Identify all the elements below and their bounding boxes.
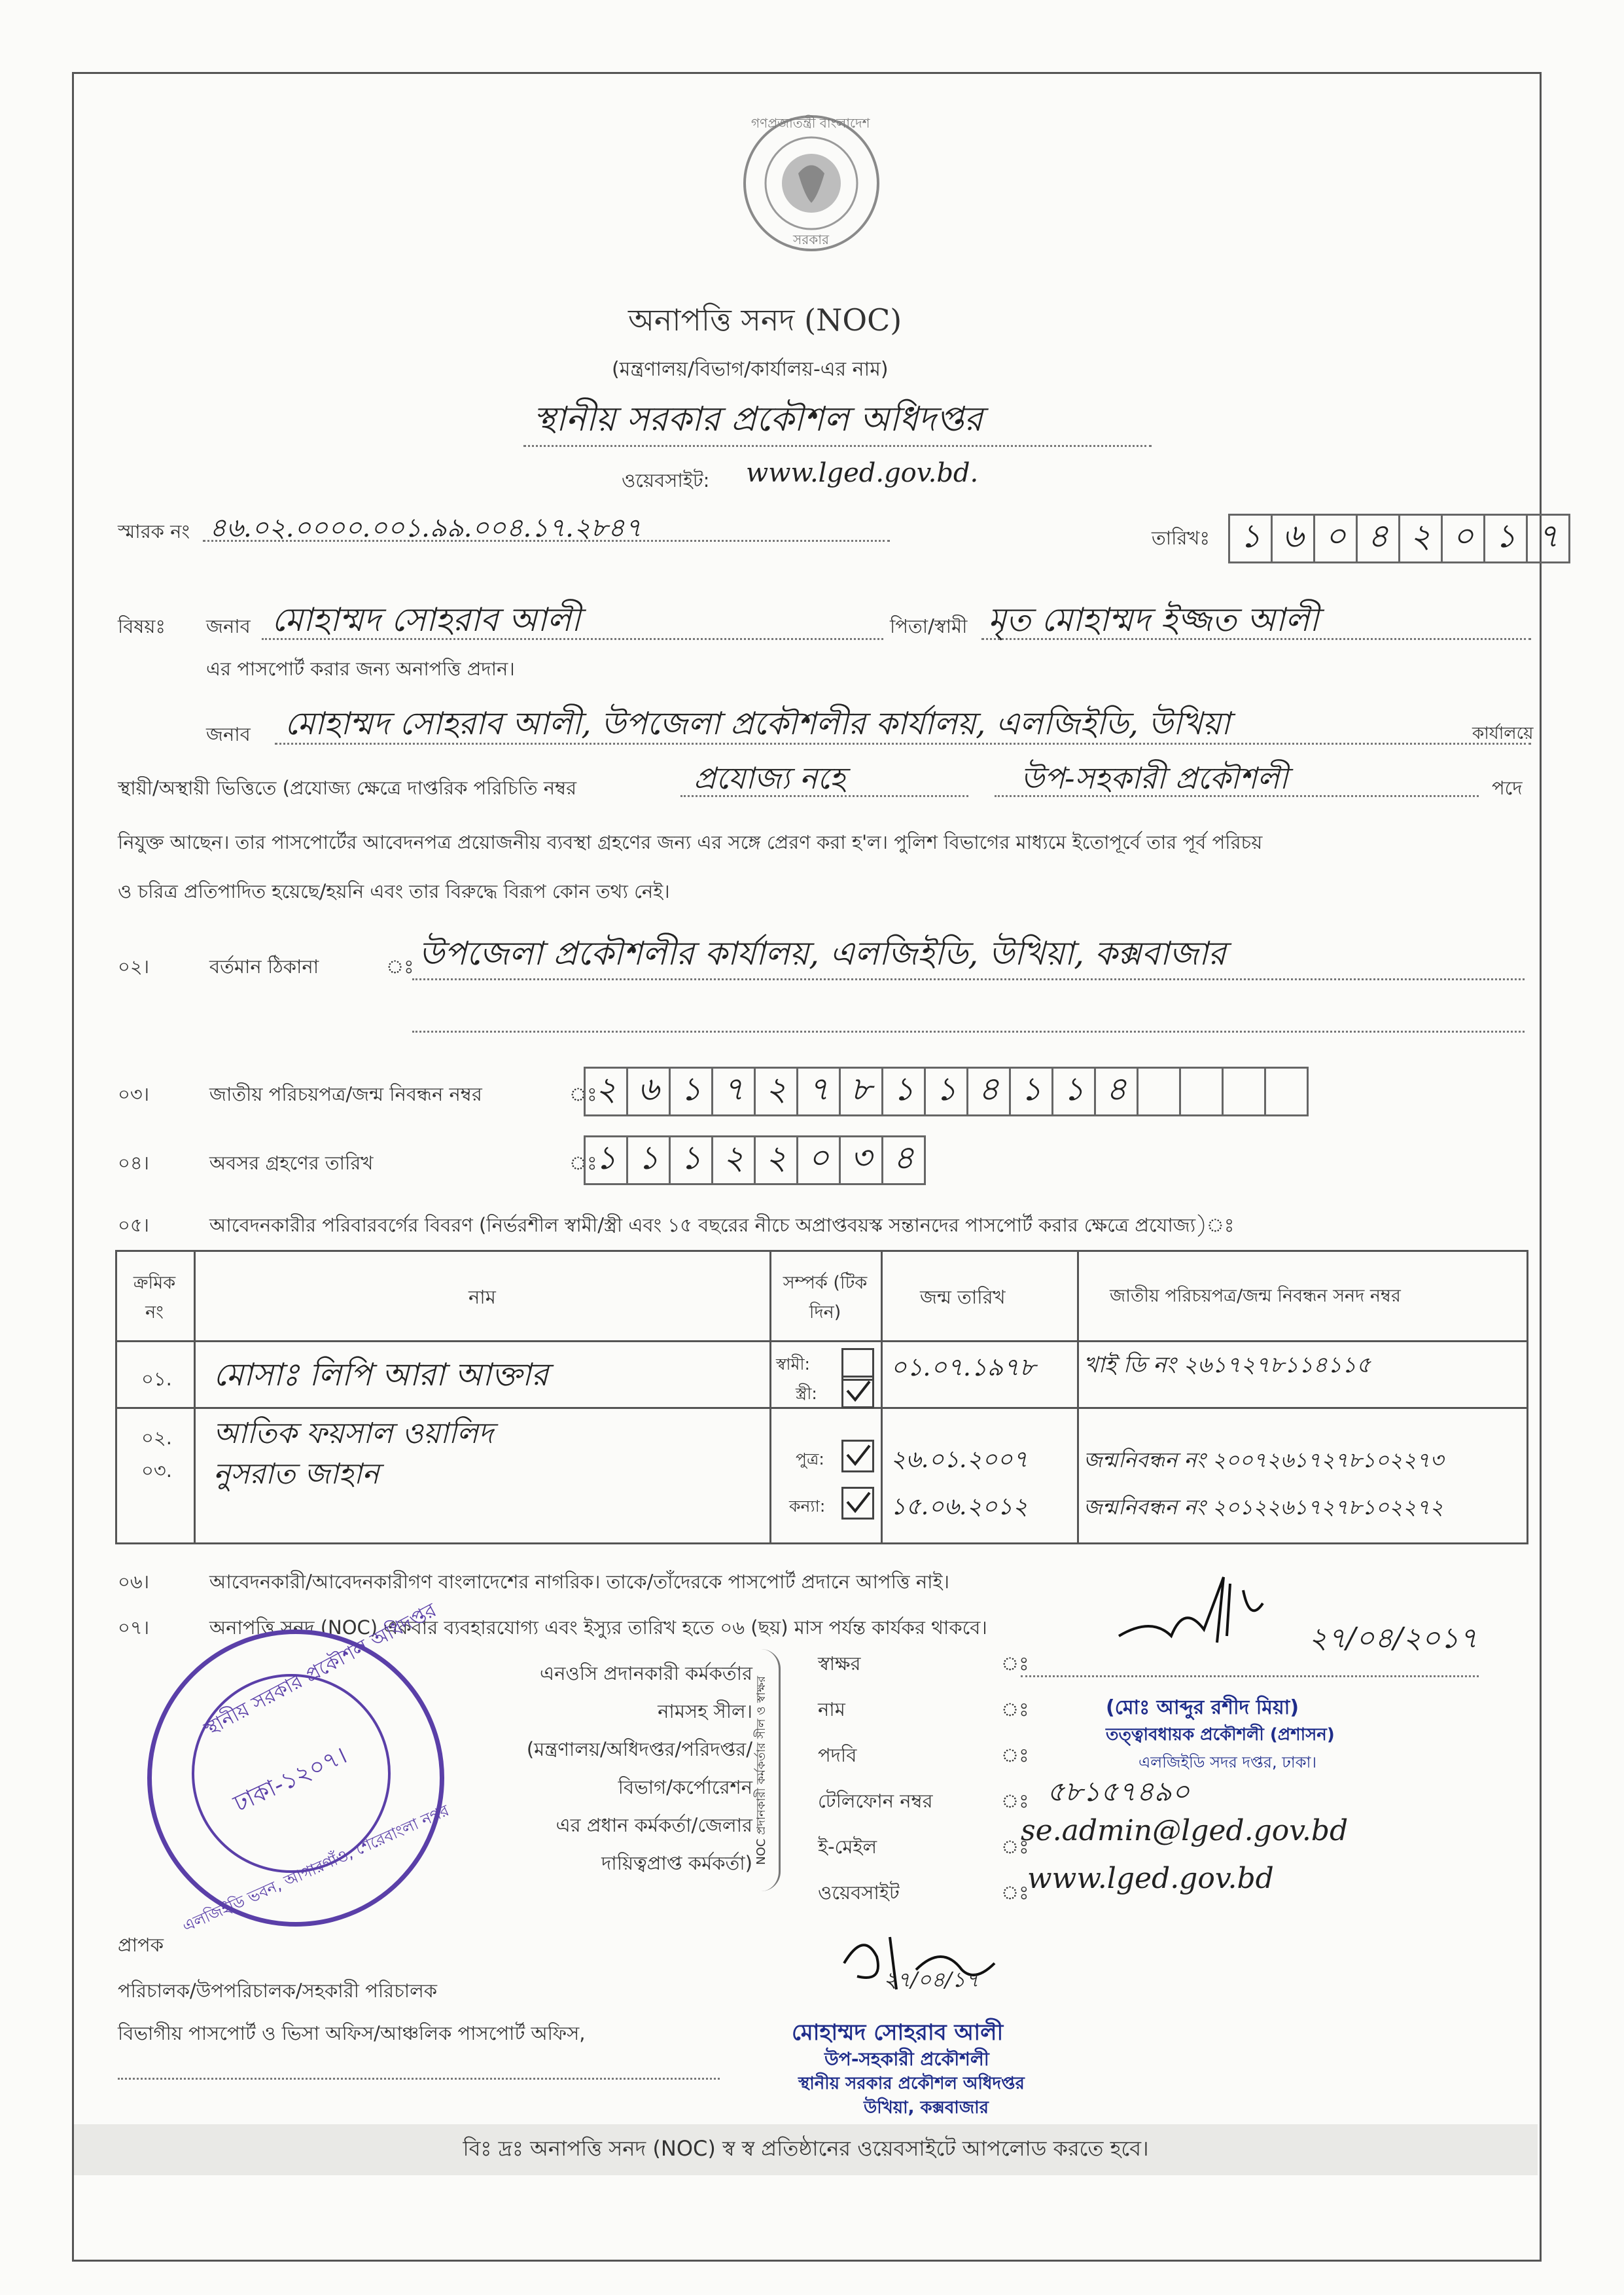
- row2-rel2: কন্যা:: [789, 1497, 826, 1516]
- father-label: পিতা/স্বামী: [890, 615, 968, 637]
- retire-boxes: [586, 1135, 926, 1185]
- recipient-title: প্রাপক: [118, 1934, 164, 1956]
- document-subtitle: (মন্ত্রণালয়/বিভাগ/কার্যালয়-এর নাম): [612, 358, 889, 381]
- subject-name: মোহাম্মদ সোহরাব আলী: [272, 601, 581, 639]
- field-dots: [1021, 1675, 1479, 1677]
- nid-digit: ৭: [796, 1067, 841, 1116]
- address-dots-1: [412, 978, 1525, 980]
- field-colon: ঃ: [1001, 1698, 1029, 1720]
- header-nid: জাতীয় পরিচয়পত্র/জন্ম নিবন্ধন সনদ নম্বর: [1110, 1286, 1401, 1306]
- header-dob: জন্ম তারিখ: [920, 1286, 1006, 1308]
- nid-digit: [1137, 1067, 1181, 1116]
- field-label: নাম: [818, 1698, 845, 1720]
- nid-digit: [1222, 1067, 1266, 1116]
- father-dots: [981, 638, 1531, 640]
- body-mr-label: জনাব: [206, 723, 251, 745]
- family-table: [115, 1250, 1528, 1544]
- nid-digit: ১: [669, 1067, 713, 1116]
- issuer-line: বিভাগ/কর্পোরেশন: [618, 1776, 752, 1798]
- nid-digit: [1179, 1067, 1224, 1116]
- nid-digit: ২: [584, 1067, 628, 1116]
- retire-digit: ২: [711, 1135, 756, 1185]
- item-02-number: ০২।: [118, 955, 150, 978]
- issuer-vertical-note: NOC প্রদানকারী কর্মকর্তার সীল ও স্বাক্ষর: [754, 1676, 768, 1865]
- checkmark-icon: [843, 1442, 872, 1470]
- office-suffix: কার্যালয়ে: [1472, 724, 1534, 743]
- issuer-website-value: www.lged.gov.bd: [1027, 1862, 1274, 1895]
- date-digit: ৭: [1526, 514, 1570, 563]
- address-value: উপজেলা প্রকৌশলীর কার্যালয়, এলজিইডি, উখিয়া, কক্সবাজার: [419, 934, 1226, 972]
- official-id-value: প্রযোজ্য নহে: [694, 760, 845, 796]
- designation-value: উপ-সহকারী প্রকৌশলী: [1021, 760, 1288, 796]
- daughter-checkbox: [841, 1487, 874, 1520]
- address-colon: ঃ: [386, 955, 414, 978]
- issuer-line: এর প্রধান কর্মকর্তা/জেলার: [556, 1814, 752, 1836]
- issuer-line: এনওসি প্রদানকারী কর্মকর্তার: [540, 1662, 752, 1684]
- row2-name: আতিক ফয়সাল ওয়ালিদ নুসরাত জাহান: [213, 1417, 493, 1491]
- footer-note: বিঃ দ্রঃ অনাপত্তি সনদ (NOC) স্ব স্ব প্রতিষ্ঠানের ওয়েবসাইটে আপলোড করতে হবে।: [74, 2124, 1538, 2175]
- row1-serial: ০১.: [141, 1368, 172, 1390]
- retire-label: অবসর গ্রহণের তারিখ: [209, 1152, 374, 1174]
- seal-text-bottom: সরকার: [793, 232, 830, 247]
- nid-digit: ৬: [626, 1067, 671, 1116]
- date-digit: ১: [1483, 514, 1528, 563]
- recipient-line-2: বিভাগীয় পাসপোর্ট ও ভিসা অফিস/আঞ্চলিক পাসপোর্ট অফিস,: [118, 2022, 586, 2044]
- applicant-sign-date: ২৭/০৪/১৭: [883, 1967, 980, 1992]
- issuer-phone-value: ৫৮১৫৭৪৯০: [1047, 1775, 1190, 1807]
- seal-text-top: গণপ্রজাতন্ত্রী বাংলাদেশ: [751, 115, 870, 131]
- item-05-number: ০৫।: [118, 1214, 150, 1236]
- stamp-inner-text: ঢাকা-১২০৭।: [229, 1741, 351, 1818]
- stamp-outer-text: স্থানীয় সরকার প্রকৌশল অধিদপ্তর: [200, 1599, 440, 1741]
- body-line-3: নিযুক্ত আছেন। তার পাসপোর্টের আবেদনপত্র প্রয়োজনীয় ব্যবস্থা গ্রহণের জন্য এর সঙ্গে প্রেরণ করা হ'ল। পুলিশ বিভাগের মাধ্যমে ইতোপূর্বে তার পূর্ব পরিচয়: [118, 831, 1263, 853]
- nid-digit: ৪: [966, 1067, 1011, 1116]
- stamp-bottom-text: এলজিইডি ভবন, আগারগাঁও, শেরেবাংলা নগর: [179, 1801, 452, 1936]
- recipient-dots: [118, 2078, 720, 2080]
- subject-mr-label: জনাব: [206, 615, 251, 637]
- applicant-stamp-location: উখিয়া, কক্সবাজার: [864, 2098, 989, 2118]
- employee-dots: [275, 743, 1531, 745]
- retire-digit: ২: [754, 1135, 798, 1185]
- document-title: অনাপত্তি সনদ (NOC): [628, 302, 902, 338]
- header-relation: সম্পর্ক (টিক দিন): [783, 1273, 868, 1323]
- website-label: ওয়েবসাইট:: [622, 469, 710, 491]
- subject-label: বিষয়ঃ: [118, 615, 166, 637]
- post-suffix: পদে: [1492, 777, 1523, 799]
- retire-digit: ৪: [881, 1135, 926, 1185]
- item-07-number: ০৭।: [118, 1616, 150, 1639]
- nid-digit: ৪: [1094, 1067, 1139, 1116]
- field-label: পদবি: [818, 1744, 857, 1766]
- row1-name: মোসাঃ লিপি আরা আক্তার: [213, 1357, 549, 1393]
- subject-purpose: এর পাসপোর্ট করার জন্য অনাপত্তি প্রদান।: [206, 658, 515, 680]
- government-seal: [739, 111, 883, 255]
- item-06-text: আবেদনকারী/আবেদনকারীগণ বাংলাদেশের নাগরিক। তাকে/তাঁদেরকে পাসপোর্ট প্রদানে আপত্তি নাই।: [209, 1571, 950, 1593]
- address-dots-2: [412, 1031, 1525, 1033]
- nid-digit: ৭: [711, 1067, 756, 1116]
- row2-dob: ২৬.০১.২০০৭ ১৫.০৬.২০১২: [891, 1446, 1029, 1520]
- issuer-office-line: এলজিইডি সদর দপ্তর, ঢাকা।: [1139, 1753, 1317, 1771]
- memo-number: ৪৬.০২.০০০০.০০১.৯৯.০০৪.১৭.২৮৪৭: [209, 513, 642, 543]
- row2-nid: জন্মনিবন্ধন নং ২০০৭২৬১৭২৭৮১০২২৭৩ জন্মনিবন্ধন নং ২০১২২৬১৭২৭৮১০২২৭২: [1084, 1448, 1444, 1520]
- row2-rel1: পুত্র:: [796, 1450, 824, 1468]
- applicant-stamp-office: স্থানীয় সরকার প্রকৌশল অধিদপ্তর: [798, 2074, 1025, 2093]
- date-digit: ৪: [1356, 514, 1400, 563]
- issuer-name-value: (মোঃ আব্দুর রশীদ মিয়া): [1106, 1696, 1299, 1719]
- field-colon: ঃ: [1001, 1790, 1029, 1812]
- family-label: আবেদনকারীর পরিবারবর্গের বিবরণ (নির্ভরশীল স্বামী/স্ত্রী এবং ১৫ বছরের নীচে অপ্রাপ্তবয়স্ক সন্তানদের পাসপোর্ট করার ক্ষেত্রে প্রযোজ্য)ঃ: [209, 1214, 1235, 1236]
- item-07-text: অনাপত্তি সনদ (NOC) একবার ব্যবহারযোগ্য এবং ইস্যুর তারিখ হতে ০৬ (ছয়) মাস পর্যন্ত কার্যকর থাকবে।: [209, 1616, 987, 1639]
- nid-digit: ১: [1051, 1067, 1096, 1116]
- date-label: তারিখঃ: [1152, 527, 1210, 549]
- employee-line: মোহাম্মদ সোহরাব আলী, উপজেলা প্রকৌশলীর কার্যালয়, এলজিইডি, উখিয়া: [285, 705, 1231, 742]
- nid-digit: ২: [754, 1067, 798, 1116]
- memo-dots: [203, 540, 890, 542]
- subject-name-dots: [262, 638, 883, 640]
- date-digit: ১: [1228, 514, 1273, 563]
- retire-colon: ঃ: [569, 1152, 597, 1174]
- row1-rel1: স্বামী:: [776, 1355, 810, 1374]
- field-colon: ঃ: [1001, 1881, 1029, 1904]
- nid-colon: ঃ: [569, 1083, 597, 1105]
- official-id-dots: [680, 795, 968, 797]
- son-checkbox: [841, 1440, 874, 1472]
- issuer-designation-value: তত্ত্বাবধায়ক প্রকৌশলী (প্রশাসন): [1106, 1725, 1335, 1745]
- date-digit: ২: [1398, 514, 1443, 563]
- row1-dob: ০১.০৭.১৯৭৮: [891, 1353, 1036, 1381]
- nid-digit: ১: [924, 1067, 968, 1116]
- retire-digit: ১: [584, 1135, 628, 1185]
- field-colon: ঃ: [1001, 1744, 1029, 1766]
- body-line-4: ও চরিত্র প্রতিপাদিত হয়েছে/হয়নি এবং তার বিরুদ্ধে বিরূপ কোন তথ্য নেই।: [118, 880, 670, 902]
- issuer-left-block: [451, 1659, 752, 1887]
- website-value: www.lged.gov.bd.: [746, 458, 979, 488]
- issuer-sign-date: ২৭/০৪/২০১৭: [1309, 1622, 1478, 1655]
- applicant-stamp-name: মোহাম্মদ সোহরাব আলী: [792, 2019, 1004, 2046]
- checkmark-icon: [843, 1489, 872, 1518]
- field-colon: ঃ: [1001, 1836, 1029, 1858]
- issuer-line: (মন্ত্রণালয়/অধিদপ্তর/পরিদপ্তর/: [526, 1738, 752, 1760]
- nid-digit: ১: [881, 1067, 926, 1116]
- wife-checkbox: [841, 1376, 874, 1408]
- date-digit: ০: [1313, 514, 1358, 563]
- checkmark-icon: [843, 1378, 872, 1406]
- item-03-number: ০৩।: [118, 1083, 150, 1105]
- field-label: টেলিফোন নম্বর: [818, 1790, 933, 1812]
- retire-digit: ০: [796, 1135, 841, 1185]
- applicant-stamp-designation: উপ-সহকারী প্রকৌশলী: [824, 2048, 989, 2070]
- retire-digit: ৩: [839, 1135, 883, 1185]
- date-digit: ৬: [1271, 514, 1315, 563]
- item-06-number: ০৬।: [118, 1571, 150, 1593]
- memo-label: স্মারক নং: [118, 520, 190, 543]
- item-04-number: ০৪।: [118, 1152, 150, 1174]
- retire-digit: ১: [626, 1135, 671, 1185]
- issuer-line: নামসহ সীল।: [658, 1700, 752, 1722]
- recipient-line-1: পরিচালক/উপপরিচালক/সহকারী পরিচালক: [118, 1980, 438, 2002]
- office-name: স্থানীয় সরকার প্রকৌশল অধিদপ্তর: [533, 400, 983, 439]
- date-digit: ০: [1441, 514, 1485, 563]
- field-label: স্বাক্ষর: [818, 1652, 861, 1675]
- office-name-dots: [523, 445, 1152, 447]
- designation-dots: [995, 795, 1479, 797]
- field-label: ই-মেইল: [818, 1836, 877, 1858]
- nid-digit: ৮: [839, 1067, 883, 1116]
- row1-rel2: স্ত্রী:: [796, 1384, 817, 1403]
- issuer-email-value: se.admin@lged.gov.bd: [1021, 1814, 1349, 1847]
- address-label: বর্তমান ঠিকানা: [209, 955, 319, 978]
- row1-nid: খাই ডি নং ২৬১৭২৭৮১১৪১১৫: [1084, 1352, 1371, 1378]
- retire-digit: ১: [669, 1135, 713, 1185]
- father-value: মৃত মোহাম্মদ ইজ্জত আলী: [988, 601, 1319, 639]
- nid-digit: [1264, 1067, 1309, 1116]
- nid-label: জাতীয় পরিচয়পত্র/জন্ম নিবন্ধন নম্বর: [209, 1083, 482, 1105]
- nid-boxes: [586, 1067, 1309, 1116]
- header-serial: ক্রমিক নং: [133, 1273, 176, 1323]
- field-colon: ঃ: [1001, 1652, 1029, 1675]
- field-label: ওয়েবসাইট: [818, 1881, 900, 1904]
- header-name: নাম: [468, 1286, 496, 1308]
- nid-digit: ১: [1009, 1067, 1053, 1116]
- row2-serial: ০২. ০৩.: [141, 1427, 172, 1482]
- date-boxes: [1230, 514, 1570, 563]
- permanent-prefix: স্থায়ী/অস্থায়ী ভিত্তিতে (প্রযোজ্য ক্ষেত্রে দাপ্তরিক পরিচিতি নম্বর: [118, 777, 577, 799]
- issuer-line: দায়িত্বপ্রাপ্ত কর্মকর্তা): [601, 1852, 752, 1874]
- issuer-signature-icon: [1112, 1564, 1322, 1662]
- office-round-stamp: [147, 1599, 452, 1936]
